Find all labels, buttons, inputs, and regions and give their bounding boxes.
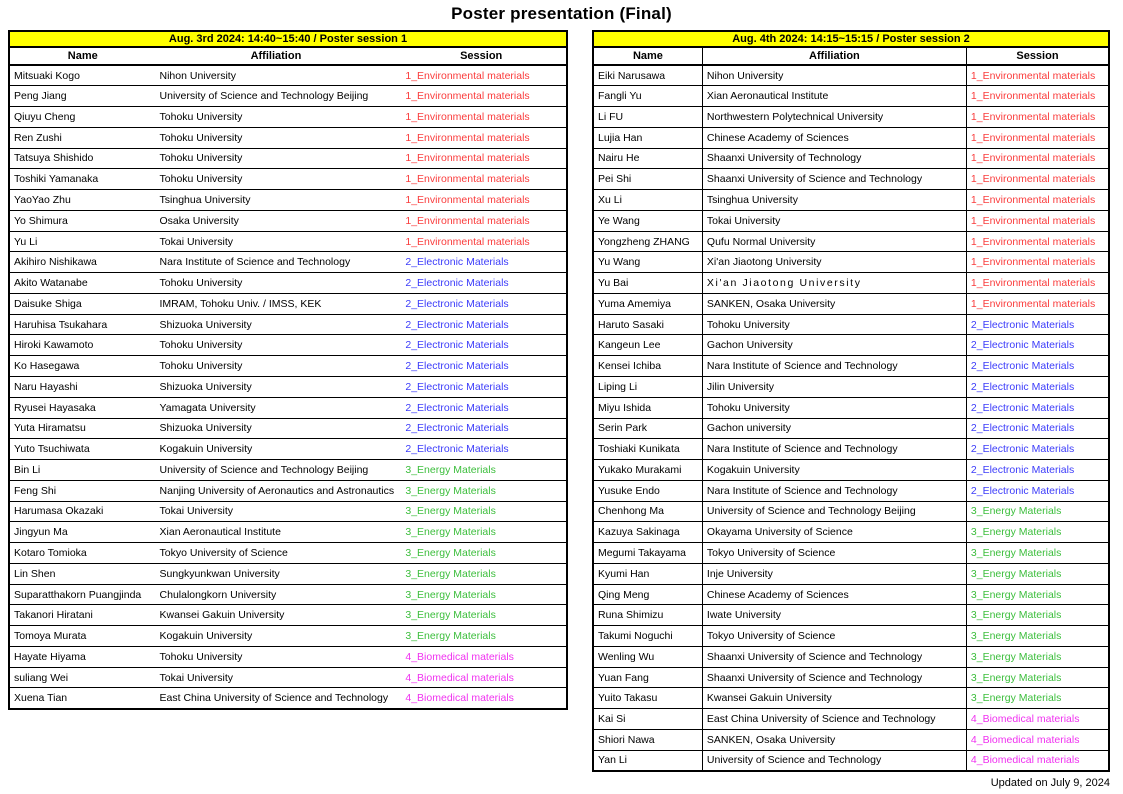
name-cell: Takanori Hiratani [9,605,156,626]
session-cell: 2_Electronic Materials [396,293,567,314]
name-cell: Haruto Sasaki [593,314,702,335]
session-cell: 3_Energy Materials [966,584,1109,605]
session-cell: 2_Electronic Materials [966,314,1109,335]
name-cell: Li FU [593,107,702,128]
table-row [9,501,567,522]
name-cell: Qing Meng [593,584,702,605]
session-cell: 2_Electronic Materials [396,418,567,439]
session-cell: 4_Biomedical materials [396,667,567,688]
table-row [9,127,567,148]
session-cell: 1_Environmental materials [396,107,567,128]
table-row [593,356,1109,377]
column-header-name: Name [593,47,702,65]
session-2-header-row [593,31,1109,47]
affiliation-cell: Tokai University [156,667,397,688]
affiliation-cell: IMRAM, Tohoku Univ. / IMSS, KEK [156,293,397,314]
column-header-row [593,47,1109,65]
table-row [593,418,1109,439]
column-header-affiliation: Affiliation [156,47,397,65]
affiliation-cell: Nara Institute of Science and Technology [702,480,966,501]
affiliation-cell: Xian Aeronautical Institute [702,86,966,107]
session-cell: 2_Electronic Materials [966,460,1109,481]
name-cell: Tomoya Murata [9,626,156,647]
session-1-header: Aug. 3rd 2024: 14:40~15:40 / Poster session 1 [9,31,567,47]
name-cell: Yuma Amemiya [593,293,702,314]
session-cell: 1_Environmental materials [966,293,1109,314]
updated-note: Updated on July 9, 2024 [990,777,1110,789]
session-cell: 2_Electronic Materials [966,376,1109,397]
name-cell: Serin Park [593,418,702,439]
session-cell: 3_Energy Materials [396,563,567,584]
session-cell: 1_Environmental materials [966,190,1109,211]
table-row [9,210,567,231]
session-cell: 4_Biomedical materials [396,646,567,667]
affiliation-cell: Okayama University of Science [702,522,966,543]
affiliation-cell: Northwestern Polytechnical University [702,107,966,128]
table-row [9,376,567,397]
affiliation-cell: Tohoku University [156,273,397,294]
affiliation-cell: Shaanxi University of Science and Technology [702,667,966,688]
table-row [593,273,1109,294]
session-cell: 3_Energy Materials [396,501,567,522]
table-row [593,646,1109,667]
session-cell: 3_Energy Materials [396,605,567,626]
session-cell: 3_Energy Materials [966,501,1109,522]
session-cell: 3_Energy Materials [396,460,567,481]
poster-session-1-table [8,30,568,710]
table-row [593,626,1109,647]
table-row [9,688,567,709]
table-row [9,190,567,211]
session-cell: 2_Electronic Materials [396,397,567,418]
affiliation-cell: East China University of Science and Technology [156,688,397,709]
session-cell: 1_Environmental materials [396,169,567,190]
name-cell: Yuito Takasu [593,688,702,709]
affiliation-cell: Tohoku University [156,169,397,190]
table-row [593,148,1109,169]
name-cell: Yan Li [593,750,702,771]
affiliation-cell: SANKEN, Osaka University [702,293,966,314]
table-row [593,231,1109,252]
name-cell: Pei Shi [593,169,702,190]
affiliation-cell: Nanjing University of Aeronautics and Astronautics [156,480,397,501]
session-1-rows [9,65,567,709]
session-cell: 3_Energy Materials [966,605,1109,626]
affiliation-cell: Nara Institute of Science and Technology [156,252,397,273]
session-cell: 3_Energy Materials [966,688,1109,709]
affiliation-cell: Chinese Academy of Sciences [702,584,966,605]
session-cell: 1_Environmental materials [966,65,1109,86]
affiliation-cell: Gachon University [702,335,966,356]
session-cell: 1_Environmental materials [966,86,1109,107]
table-row [593,480,1109,501]
affiliation-cell: Tokyo University of Science [156,543,397,564]
session-cell: 2_Electronic Materials [396,273,567,294]
session-cell: 2_Electronic Materials [966,418,1109,439]
affiliation-cell: Tohoku University [156,107,397,128]
table-row [9,626,567,647]
session-cell: 4_Biomedical materials [966,750,1109,771]
table-row [9,65,567,86]
table-row [593,293,1109,314]
session-cell: 3_Energy Materials [966,522,1109,543]
session-cell: 2_Electronic Materials [966,356,1109,377]
session-cell: 3_Energy Materials [396,626,567,647]
table-row [9,356,567,377]
name-cell: Peng Jiang [9,86,156,107]
affiliation-cell: Kwansei Gakuin University [702,688,966,709]
table-row [9,231,567,252]
name-cell: Toshiki Yamanaka [9,169,156,190]
name-cell: Kai Si [593,709,702,730]
table-row [9,397,567,418]
session-cell: 1_Environmental materials [966,107,1109,128]
affiliation-cell: Shaanxi University of Science and Technology [702,169,966,190]
table-row [593,501,1109,522]
affiliation-cell: Tokyo University of Science [702,626,966,647]
name-cell: Yo Shimura [9,210,156,231]
name-cell: Akito Watanabe [9,273,156,294]
name-cell: Kazuya Sakinaga [593,522,702,543]
session-cell: 1_Environmental materials [966,127,1109,148]
name-cell: Kangeun Lee [593,335,702,356]
table-row [593,107,1109,128]
page-title: Poster presentation (Final) [451,4,672,23]
session-cell: 3_Energy Materials [396,543,567,564]
session-cell: 1_Environmental materials [966,169,1109,190]
session-cell: 2_Electronic Materials [396,439,567,460]
column-header-affiliation: Affiliation [702,47,966,65]
name-cell: Xuena Tian [9,688,156,709]
session-cell: 2_Electronic Materials [966,480,1109,501]
affiliation-cell: Kwansei Gakuin University [156,605,397,626]
table-row [593,605,1109,626]
affiliation-cell: Nara Institute of Science and Technology [702,439,966,460]
table-row [9,314,567,335]
table-row [593,252,1109,273]
name-cell: Hiroki Kawamoto [9,335,156,356]
name-cell: Yukako Murakami [593,460,702,481]
name-cell: Megumi Takayama [593,543,702,564]
table-row [9,667,567,688]
name-cell: Qiuyu Cheng [9,107,156,128]
name-cell: Yongzheng ZHANG [593,231,702,252]
affiliation-cell: Tohoku University [702,397,966,418]
name-cell: Jingyun Ma [9,522,156,543]
name-cell: Eiki Narusawa [593,65,702,86]
table-row [9,86,567,107]
name-cell: suliang Wei [9,667,156,688]
affiliation-cell: Kogakuin University [156,439,397,460]
affiliation-cell: Tohoku University [156,356,397,377]
name-cell: Haruhisa Tsukahara [9,314,156,335]
table-row [593,65,1109,86]
affiliation-cell: Shizuoka University [156,376,397,397]
name-cell: Toshiaki Kunikata [593,439,702,460]
session-cell: 3_Energy Materials [966,563,1109,584]
table-row [9,418,567,439]
name-cell: Yu Wang [593,252,702,273]
session-cell: 1_Environmental materials [396,210,567,231]
affiliation-cell: Xian Aeronautical Institute [156,522,397,543]
name-cell: Fangli Yu [593,86,702,107]
table-row [9,148,567,169]
column-header-session: Session [396,47,567,65]
name-cell: Miyu Ishida [593,397,702,418]
session-cell: 1_Environmental materials [396,127,567,148]
table-row [9,107,567,128]
name-cell: Naru Hayashi [9,376,156,397]
name-cell: Yu Bai [593,273,702,294]
name-cell: Yuta Hiramatsu [9,418,156,439]
session-cell: 2_Electronic Materials [396,356,567,377]
session-cell: 2_Electronic Materials [396,376,567,397]
name-cell: Xu Li [593,190,702,211]
name-cell: Ren Zushi [9,127,156,148]
session-cell: 3_Energy Materials [396,584,567,605]
table-row [9,522,567,543]
table-row [9,439,567,460]
affiliation-cell: Shaanxi University of Technology [702,148,966,169]
affiliation-cell: Shizuoka University [156,418,397,439]
session-cell: 2_Electronic Materials [396,252,567,273]
table-row [593,169,1109,190]
table-row [593,314,1109,335]
name-cell: Harumasa Okazaki [9,501,156,522]
table-row [593,190,1109,211]
session-cell: 2_Electronic Materials [966,439,1109,460]
session-cell: 2_Electronic Materials [966,335,1109,356]
name-cell: Wenling Wu [593,646,702,667]
session-cell: 1_Environmental materials [396,231,567,252]
column-header-row [9,47,567,65]
session-cell: 1_Environmental materials [396,148,567,169]
name-cell: Yuto Tsuchiwata [9,439,156,460]
session-2-header: Aug. 4th 2024: 14:15~15:15 / Poster session 2 [593,31,1109,47]
session-cell: 2_Electronic Materials [966,397,1109,418]
affiliation-cell: Chinese Academy of Sciences [702,127,966,148]
affiliation-cell: Gachon university [702,418,966,439]
session-cell: 1_Environmental materials [396,190,567,211]
table-row [593,460,1109,481]
affiliation-cell: Tsinghua University [702,190,966,211]
affiliation-cell: Tsinghua University [156,190,397,211]
column-header-name: Name [9,47,156,65]
session-cell: 3_Energy Materials [966,626,1109,647]
affiliation-cell: Qufu Normal University [702,231,966,252]
affiliation-cell: Chulalongkorn University [156,584,397,605]
table-row [9,584,567,605]
table-row [593,522,1109,543]
table-row [9,646,567,667]
table-row [9,273,567,294]
affiliation-cell: Shizuoka University [156,314,397,335]
table-row [9,169,567,190]
table-row [593,750,1109,771]
name-cell: Yu Li [9,231,156,252]
name-cell: Akihiro Nishikawa [9,252,156,273]
name-cell: Kyumi Han [593,563,702,584]
table-row [593,730,1109,751]
name-cell: Kotaro Tomioka [9,543,156,564]
name-cell: Ye Wang [593,210,702,231]
poster-session-2-table [592,30,1110,772]
column-header-session: Session [966,47,1109,65]
name-cell: Ryusei Hayasaka [9,397,156,418]
name-cell: Kensei Ichiba [593,356,702,377]
table-row [9,460,567,481]
session-2-rows [593,65,1109,771]
session-cell: 3_Energy Materials [966,646,1109,667]
session-cell: 3_Energy Materials [396,522,567,543]
affiliation-cell: University of Science and Technology Beijing [702,501,966,522]
session-cell: 3_Energy Materials [966,667,1109,688]
name-cell: Nairu He [593,148,702,169]
table-row [9,335,567,356]
affiliation-cell: Sungkyunkwan University [156,563,397,584]
affiliation-cell: University of Science and Technology [702,750,966,771]
affiliation-cell: Nihon University [702,65,966,86]
session-cell: 1_Environmental materials [966,148,1109,169]
table-row [593,335,1109,356]
session-cell: 1_Environmental materials [966,231,1109,252]
table-row [593,667,1109,688]
table-row [593,709,1109,730]
name-cell: Lujia Han [593,127,702,148]
session-cell: 1_Environmental materials [396,65,567,86]
name-cell: Yuan Fang [593,667,702,688]
table-row [593,127,1109,148]
affiliation-cell: Kogakuin University [702,460,966,481]
session-1-header-row [9,31,567,47]
name-cell: Mitsuaki Kogo [9,65,156,86]
affiliation-cell: Jilin University [702,376,966,397]
name-cell: Runa Shimizu [593,605,702,626]
name-cell: Tatsuya Shishido [9,148,156,169]
affiliation-cell: Tohoku University [156,127,397,148]
table-row [9,480,567,501]
table-row [9,605,567,626]
table-row [593,376,1109,397]
affiliation-cell: University of Science and Technology Beijing [156,86,397,107]
name-cell: Chenhong Ma [593,501,702,522]
affiliation-cell: East China University of Science and Technology [702,709,966,730]
affiliation-cell: Inje University [702,563,966,584]
table-row [593,688,1109,709]
session-cell: 3_Energy Materials [396,480,567,501]
affiliation-cell: Iwate University [702,605,966,626]
name-cell: YaoYao Zhu [9,190,156,211]
session-cell: 1_Environmental materials [966,252,1109,273]
name-cell: Daisuke Shiga [9,293,156,314]
session-cell: 4_Biomedical materials [966,709,1109,730]
table-row [593,584,1109,605]
affiliation-cell: Tohoku University [156,646,397,667]
affiliation-cell: Xi'an Jiaotong University [702,273,966,294]
name-cell: Suparatthakorn Puangjinda [9,584,156,605]
affiliation-cell: Tohoku University [156,335,397,356]
session-cell: 2_Electronic Materials [396,335,567,356]
affiliation-cell: Tohoku University [702,314,966,335]
name-cell: Liping Li [593,376,702,397]
name-cell: Lin Shen [9,563,156,584]
name-cell: Ko Hasegawa [9,356,156,377]
affiliation-cell: Tohoku University [156,148,397,169]
affiliation-cell: Nara Institute of Science and Technology [702,356,966,377]
affiliation-cell: Osaka University [156,210,397,231]
session-cell: 1_Environmental materials [966,210,1109,231]
affiliation-cell: University of Science and Technology Beijing [156,460,397,481]
table-row [593,543,1109,564]
name-cell: Takumi Noguchi [593,626,702,647]
name-cell: Yusuke Endo [593,480,702,501]
table-row [9,563,567,584]
affiliation-cell: Kogakuin University [156,626,397,647]
session-cell: 1_Environmental materials [396,86,567,107]
affiliation-cell: SANKEN, Osaka University [702,730,966,751]
session-cell: 4_Biomedical materials [396,688,567,709]
table-row [9,293,567,314]
affiliation-cell: Xi'an Jiaotong University [702,252,966,273]
affiliation-cell: Tokyo University of Science [702,543,966,564]
table-row [593,210,1109,231]
affiliation-cell: Nihon University [156,65,397,86]
affiliation-cell: Shaanxi University of Science and Technology [702,646,966,667]
affiliation-cell: Tokai University [702,210,966,231]
affiliation-cell: Tokai University [156,501,397,522]
table-row [9,543,567,564]
session-cell: 1_Environmental materials [966,273,1109,294]
affiliation-cell: Tokai University [156,231,397,252]
table-row [9,252,567,273]
name-cell: Hayate Hiyama [9,646,156,667]
table-row [593,439,1109,460]
session-cell: 3_Energy Materials [966,543,1109,564]
session-cell: 4_Biomedical materials [966,730,1109,751]
table-row [593,563,1109,584]
name-cell: Shiori Nawa [593,730,702,751]
session-cell: 2_Electronic Materials [396,314,567,335]
table-row [593,86,1109,107]
name-cell: Bin Li [9,460,156,481]
name-cell: Feng Shi [9,480,156,501]
affiliation-cell: Yamagata University [156,397,397,418]
table-row [593,397,1109,418]
